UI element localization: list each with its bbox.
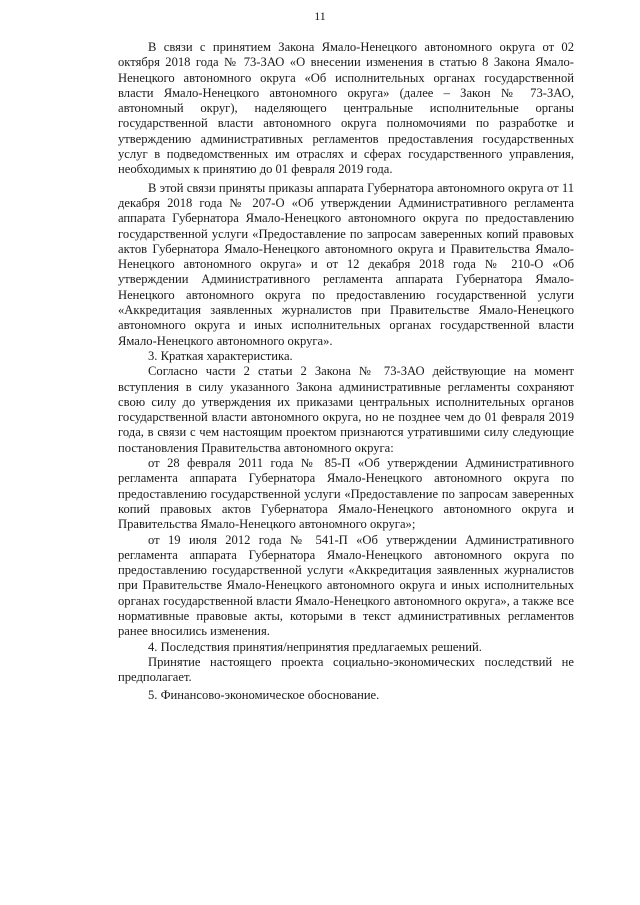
page-number: 11: [314, 9, 326, 23]
paragraph-regulations-validity: Согласно части 2 статьи 2 Закона № 73-ЗАО действующие на момент вступления в силу указанного Закона административные регламенты сохраняют свою силу до утверждения их приказами центральных исполнительных органов государственной власти автономного округа, но не позднее чем до 01 февраля 2019 года, в связи с чем настоящим проектом признаются утратившими силу следующие постановления Правительства автономного округа:: [118, 364, 574, 455]
paragraph-resolution-85p: от 28 февраля 2011 года № 85-П «Об утверждении Административного регламента аппарата Губернатора Ямало-Ненецкого автономного округа по предоставлению государственной услуги «Предоставление по запросам заверенных копий правовых актов Губернатора Ямало-Ненецкого автономного округа и Правительства Ямало-Ненецкого автономного округа»;: [118, 456, 574, 532]
section-heading-brief-description: 3. Краткая характеристика.: [148, 348, 293, 363]
paragraph-resolution-541p: от 19 июля 2012 года № 541-П «Об утверждении Административного регламента аппарата Губернатора Ямало-Ненецкого автономного округа по предоставлению государственной услуги «Аккредитация заявленных журналистов при Правительстве Ямало-Ненецкого автономного округа и иных исполнительных органах государственной власти Ямало-Ненецкого автономного округа», а также все нормативные правовые акты, которыми в текст административных регламентов ранее вносились изменения.: [118, 532, 574, 639]
document-body: [118, 40, 574, 704]
paragraph-orders-adopted: В этой связи приняты приказы аппарата Губернатора автономного округа от 11 декабря 2018 года № 207-О «Об утверждении Административного регламента аппарата Губернатора Ямало-Ненецкого автономного округа по предоставлению государственной услуги «Предоставление по запросам заверенных копий правовых актов Губернатора Ямало-Ненецкого автономного округа и Правительства Ямало-Ненецкого автономного округа» и от 12 декабря 2018 года № 210-О «Об утверждении Административного регламента аппарата Губернатора Ямало-Ненецкого автономного округа по предоставлению государственной услуги «Аккредитация заявленных журналистов при Правительстве Ямало-Ненецкого автономного округа и иных исполнительных органах государственной власти Ямало-Ненецкого автономного округа».: [118, 180, 574, 348]
paragraph-law-adoption: В связи с принятием Закона Ямало-Ненецкого автономного округа от 02 октября 2018 года № 73-ЗАО «О внесении изменения в статью 8 Закона Ямало-Ненецкого автономного округа «Об исполнительных органах государственной власти Ямало-Ненецкого автономного округа» (далее – Закон № 73-ЗАО, автономный округ), наделяющего центральные исполнительные органы государственной власти автономного округа полномочиями по разработке и утверждению административных регламентов предоставления государственных услуг в подведомственных им отраслях и сферах государственного управления, необходимых к принятию до 01 февраля 2019 года.: [118, 40, 574, 177]
section-heading-consequences: 4. Последствия принятия/непринятия предлагаемых решений.: [148, 639, 482, 654]
section-heading-financial-justification: 5. Финансово-экономическое обоснование.: [148, 688, 380, 703]
paragraph-no-consequences: Принятие настоящего проекта социально-экономических последствий не предполагает.: [118, 654, 574, 685]
